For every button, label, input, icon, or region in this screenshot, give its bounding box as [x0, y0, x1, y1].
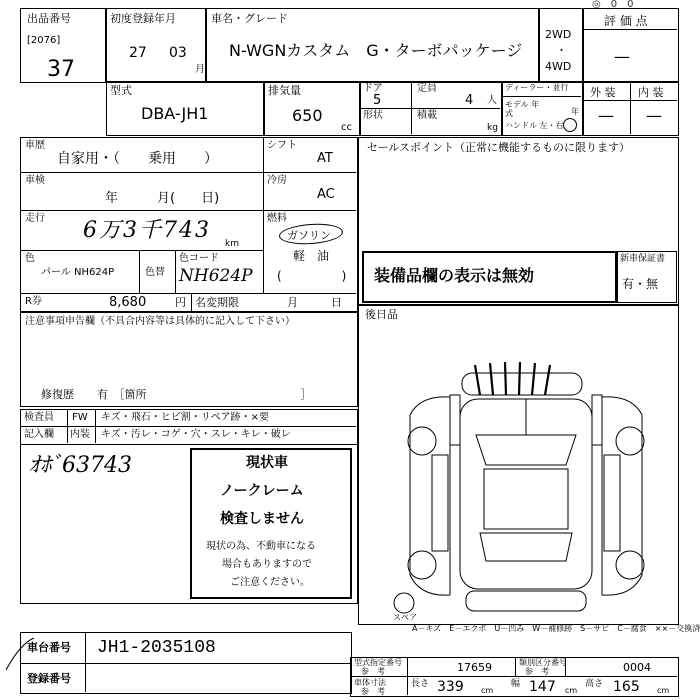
- notes-box: [20, 312, 358, 407]
- pen-mark: [0, 634, 40, 674]
- fuel-gas-circle: [278, 222, 343, 246]
- spare-label: スペア: [393, 613, 417, 622]
- model-value: DBA-JH1: [141, 104, 209, 123]
- car-name-label: 車名・グレード: [211, 12, 288, 25]
- load-label: 積載: [417, 110, 437, 121]
- as-is-line1: ノークレーム: [220, 483, 304, 499]
- damage-legend: A－キズ E－エクボ U－凹み W－補修跡 S－サビ C－腐食 ××－交換済: [412, 624, 700, 633]
- roof-panel: [484, 469, 568, 529]
- as-is-note2: 場合もありますので: [222, 559, 312, 570]
- as-is-line2: 検査しません: [220, 511, 304, 527]
- inspector-box: [20, 409, 358, 445]
- right-side-body: [602, 397, 642, 595]
- reg-month: 03: [169, 45, 187, 61]
- right-mirror-area: [592, 395, 602, 445]
- size-ref-label: 参 考: [361, 687, 385, 696]
- sales-box: [358, 137, 679, 305]
- rear-bumper: [466, 591, 586, 611]
- mileage-label: 走行: [25, 213, 45, 224]
- model-box: [106, 81, 264, 136]
- shape-label: 形状: [363, 110, 383, 121]
- name-limit-label: 名変期限: [195, 296, 239, 309]
- dealer-label: ディーラー・並行: [505, 83, 569, 92]
- class-value: 0004: [623, 661, 651, 674]
- length-value: 339: [437, 679, 464, 695]
- doors-label: ドア: [363, 83, 383, 94]
- warranty-value: 有・無: [622, 277, 659, 291]
- windshield: [476, 435, 576, 465]
- length-label: 長さ: [411, 679, 430, 689]
- front-scratch-marks: [475, 362, 550, 395]
- class-label: 類別区分番号: [519, 658, 567, 667]
- fuel-paren: ( ): [277, 269, 347, 283]
- spec-value: 17659: [457, 661, 492, 674]
- interior-label: 内 装: [638, 86, 664, 99]
- disp-label: 排気量: [268, 84, 301, 97]
- mileage-value: 6万3千743: [83, 218, 211, 243]
- size-label: 車体寸法: [354, 678, 386, 687]
- inspector-label-2: 記入欄: [24, 429, 54, 440]
- ext-int-box: [583, 81, 679, 136]
- as-is-box: [190, 448, 352, 599]
- as-is-title: 現状車: [246, 455, 288, 471]
- exterior-value: —: [598, 106, 614, 125]
- left-windows: [432, 455, 448, 551]
- height-value: 165: [613, 679, 640, 695]
- dealer-box: [502, 81, 583, 136]
- car-damage-diagram: [380, 355, 670, 625]
- exterior-label: 外 装: [590, 86, 616, 99]
- color-code-value: NH624P: [179, 266, 253, 286]
- load-unit: kg: [487, 123, 498, 133]
- recycle-unit: 円: [175, 296, 186, 309]
- chassis-label: 車台番号: [27, 641, 71, 654]
- model-year-label: モデル 年式: [505, 100, 540, 118]
- handle-label: ハンドル 左・右: [505, 121, 564, 130]
- recycle-value: 8,680: [109, 295, 147, 310]
- drive-dot: ・: [556, 44, 567, 57]
- drive-4wd: 4WD: [545, 60, 572, 73]
- inspector-label-1: 検査員: [24, 412, 54, 423]
- right-front-wheel: [616, 427, 644, 455]
- left-rear-wheel: [408, 551, 436, 579]
- after-label: 後日品: [365, 308, 398, 321]
- disp-box: [264, 81, 360, 136]
- detail-grid: [20, 137, 358, 312]
- equipment-notice: 装備品欄の表示は無効: [374, 266, 535, 285]
- width-label: 幅: [511, 679, 521, 689]
- spec-ref-label: 参 考: [361, 667, 385, 676]
- chassis-value: JH1-2035108: [97, 638, 216, 658]
- right-windows: [604, 455, 620, 551]
- lot-number: 37: [47, 57, 75, 82]
- disp-unit: cc: [341, 122, 352, 133]
- interior-value: —: [646, 106, 662, 125]
- ac-value: AC: [317, 187, 335, 202]
- drive-2wd: 2WD: [545, 28, 572, 41]
- cap-unit: 人: [487, 95, 497, 106]
- name-limit-value: 月 日: [287, 296, 342, 309]
- cap-value: 4: [465, 93, 474, 108]
- month-unit: 月: [195, 64, 205, 75]
- as-is-note3: ご注意ください。: [230, 577, 310, 588]
- int-label: 内装: [70, 429, 90, 440]
- fuel-label: 燃料: [267, 213, 287, 224]
- reg-year: 27: [129, 45, 147, 61]
- car-name-box: [206, 8, 539, 83]
- right-rear-wheel: [616, 551, 644, 579]
- repair-label: 修復歴: [41, 388, 74, 401]
- handle-right-circle: [563, 118, 577, 132]
- recycle-label: R券: [25, 296, 42, 307]
- fw-text: キズ・飛石・ヒビ割・リペア跡・×要: [101, 412, 269, 423]
- reg-label: 登録番号: [27, 672, 71, 685]
- eval-label: 評 価 点: [604, 14, 648, 28]
- height-unit: cm: [657, 686, 670, 695]
- model-label: 型式: [110, 84, 132, 97]
- warranty-box: [617, 251, 677, 303]
- inspector-handwritten: ｵﾎﾞ63743: [29, 453, 132, 478]
- chassis-box: [20, 632, 352, 694]
- history-label: 車歴: [25, 140, 45, 151]
- doors-box: [360, 81, 502, 136]
- first-reg-label: 初度登録年月: [110, 12, 176, 25]
- inspection-label: 車検: [25, 175, 45, 186]
- fuel-diesel: 軽 油: [293, 249, 330, 263]
- color-value: パール NH624P: [41, 267, 115, 278]
- height-label: 高さ: [585, 679, 604, 689]
- color-code-label: 色コード: [179, 253, 219, 264]
- lot-box: [20, 8, 106, 83]
- history-value: 自家用・（ 乗用 ）: [57, 151, 218, 167]
- fuel-gas: ガソリン: [287, 229, 331, 242]
- as-is-note1: 現状の為、不動車になる: [206, 541, 316, 552]
- spec-table: [350, 657, 679, 697]
- doors-value: 5: [373, 93, 382, 108]
- lot-label: 出品番号: [27, 12, 71, 25]
- shift-label: シフト: [267, 140, 297, 151]
- warranty-label: 新車保証書: [620, 254, 666, 264]
- length-unit: cm: [481, 686, 494, 695]
- width-value: 147: [529, 679, 556, 695]
- top-right-mark: ◎ 0 0: [592, 0, 634, 10]
- mileage-unit: km: [225, 239, 239, 249]
- width-unit: cm: [565, 686, 578, 695]
- drive-box: [539, 8, 583, 83]
- disp-value: 650: [292, 106, 323, 125]
- shift-value: AT: [317, 151, 333, 166]
- ac-label: 冷房: [267, 175, 287, 186]
- inspection-value: 年 月( 日): [105, 191, 220, 206]
- int-text: キズ・汚レ・コゲ・穴・スレ・キレ・破レ: [101, 429, 291, 440]
- year-unit: 年: [571, 107, 579, 116]
- repair-value: 有 ［箇所 ］: [97, 388, 312, 401]
- first-reg-box: [106, 8, 206, 83]
- color-label: 色: [25, 253, 35, 264]
- equipment-notice-box: [362, 251, 617, 303]
- eval-box: [583, 8, 679, 83]
- class-ref-label: 参 考: [525, 667, 549, 676]
- fw-label: FW: [72, 412, 88, 423]
- lot-code: [2076]: [27, 35, 61, 46]
- left-mirror-area: [450, 395, 460, 445]
- left-front-wheel: [408, 427, 436, 455]
- eval-value: —: [614, 47, 630, 66]
- cap-label: 定員: [417, 83, 437, 94]
- spare-tire: [394, 593, 414, 613]
- spec-label: 型式指定番号: [354, 658, 402, 667]
- rear-window: [480, 533, 572, 561]
- color-change-label: 色替: [145, 267, 165, 278]
- notes-label: 注意事項申告欄（不具合内容等は具体的に記入して下さい）: [25, 316, 295, 327]
- sales-label: セールスポイント（正常に機能するものに限ります）: [367, 141, 631, 154]
- left-side-body: [410, 397, 450, 595]
- car-name: N-WGNカスタム G・ターボパッケージ: [229, 41, 523, 60]
